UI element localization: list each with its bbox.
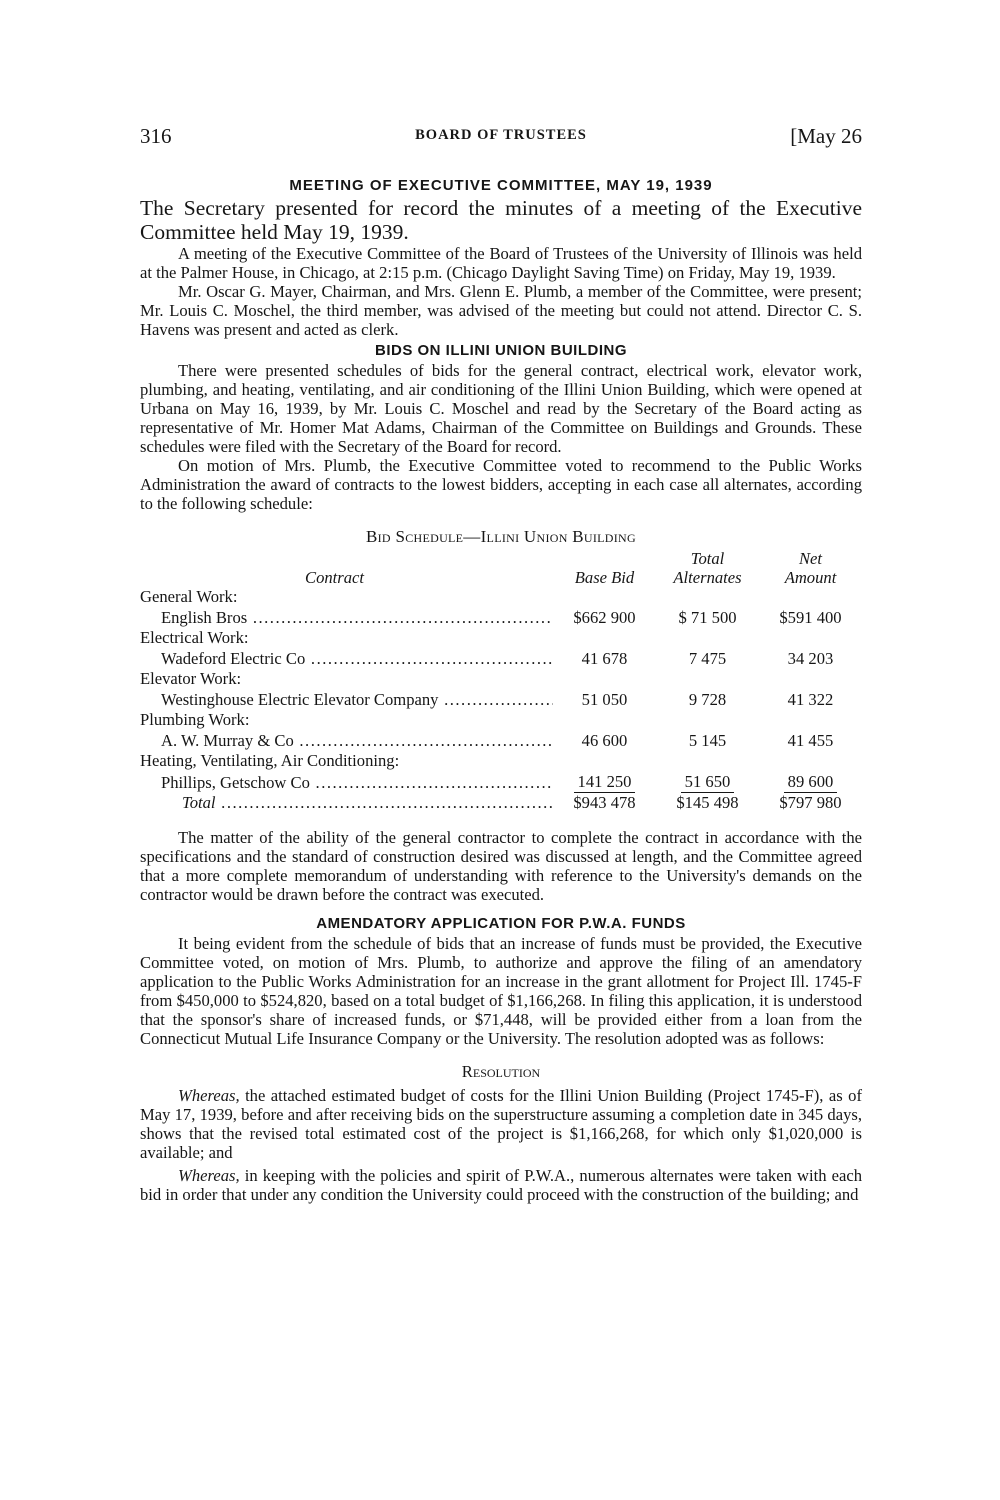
header-net-2: Amount (784, 568, 837, 587)
base-bid-cell: 141 250 (574, 772, 636, 794)
table-row (140, 608, 862, 629)
running-title: BOARD OF TRUSTEES (415, 127, 587, 143)
net-cell: 34 203 (787, 648, 834, 668)
category-row (140, 669, 862, 690)
category-label: Elevator Work: (140, 669, 242, 688)
base-bid-cell: $662 900 (573, 607, 636, 627)
amendatory-heading: AMENDATORY APPLICATION FOR P.W.A. FUNDS (316, 914, 686, 932)
category-label: Electrical Work: (140, 628, 249, 647)
table-row (140, 690, 862, 711)
document-page (140, 124, 862, 1204)
base-bid-cell: 41 678 (581, 648, 628, 668)
category-row (140, 751, 862, 772)
page-number: 316 (140, 124, 172, 148)
category-label: Plumbing Work: (140, 710, 250, 729)
net-cell: 41 455 (787, 730, 834, 750)
total-row (140, 793, 862, 814)
category-row (140, 710, 862, 731)
whereas-text: the attached estimated budget of costs for the Illini Union Building (Project 1745-F), as of May 17, 1939, before and after receiving bids on the superstructure assuming a completion date in 345 days, shows that the revised total estimated cost of the project is $1,166,268, for which only $1,020,000 is available; and (140, 1085, 862, 1162)
bids-heading: BIDS ON ILLINI UNION BUILDING (375, 342, 627, 359)
intro-paragraph: The Secretary presented for record the minutes of a meeting of the Executive Committee held May 19, 1939. (140, 196, 862, 244)
whereas-lead: Whereas, (178, 1085, 240, 1105)
header-contract: Contract (305, 568, 365, 587)
table-header-row-1 (140, 549, 862, 568)
whereas-paragraph-1 (140, 1086, 862, 1162)
schedule-title: Bid Schedule—Illini Union Building (366, 527, 636, 546)
alternates-cell: 51 650 (681, 772, 735, 794)
resolution-heading: Resolution (461, 1061, 541, 1081)
header-alternates-2: Alternates (673, 568, 742, 587)
table-header-row-2 (140, 568, 862, 587)
bid-schedule-table (140, 549, 862, 814)
contractor-ability-paragraph: The matter of the ability of the general contractor to complete the contract in accordance with the specifications and the standard of construction desired was discussed at length, and the Committee agreed that a more complete memorandum of understanding with reference to the University's demands on the contractor would be drawn before the contract was executed. (140, 827, 862, 904)
category-row (140, 628, 862, 649)
contractor-name: Wadeford Electric Co (161, 648, 306, 668)
header-base-bid: Base Bid (574, 568, 635, 587)
header-net-1: Net (798, 549, 823, 568)
bids-paragraph: There were presented schedules of bids for the general contract, electrical work, elevator work, plumbing, and heating, ventilating, and air conditioning of the Illini Union Building, which were opened at Urbana on May 16, 1939, by Mr. Louis C. Moschel and read by the Secretary of the Board acting as representative of Mr. Homer Mat Adams, Chairman of the Committee on Buildings and Grounds. These schedules were filed with the Secretary of the Board for record. (140, 361, 862, 456)
alternates-cell: 9 728 (688, 689, 727, 709)
whereas-lead: Whereas, (178, 1165, 240, 1185)
base-bid-cell: 51 050 (581, 689, 628, 709)
total-label: Total (182, 793, 216, 812)
category-row (140, 587, 862, 608)
whereas-paragraph-2 (140, 1166, 862, 1204)
running-head (140, 124, 862, 154)
motion-paragraph: On motion of Mrs. Plumb, the Executive Committee voted to recommend to the Public Works Administration the award of contracts to the lowest bidders, accepting in each case all alternates, according to the following schedule: (140, 456, 862, 513)
amendatory-paragraph: It being evident from the schedule of bids that an increase of funds must be provided, the Executive Committee voted, on motion of Mrs. Plumb, to authorize and approve the filing of an amendatory application to the Public Works Administration for an increase in the grant allotment for Project Ill. 1745-F from $450,000 to $524,820, based on a total budget of $1,166,268. In filing this application, it is understood that the sponsor's share of increased funds, or $71,448, will be provided either from a loan from the Connecticut Mutual Life Insurance Company or the University. The resolution adopted was as follows: (140, 933, 862, 1048)
contractor-name: A. W. Murray & Co (161, 730, 294, 750)
attendance-paragraph: Mr. Oscar G. Mayer, Chairman, and Mrs. Glenn E. Plumb, a member of the Committee, were present; Mr. Louis C. Moschel, the third member, was advised of the meeting but could not attend. Director C. S. Havens was present and acted as clerk. (140, 282, 862, 339)
category-label: General Work: (140, 587, 238, 606)
alternates-cell: 5 145 (688, 730, 727, 750)
total-base-bid: $943 478 (573, 793, 636, 812)
running-date: [May 26 (790, 124, 862, 148)
header-alternates-1: Total (690, 549, 725, 568)
net-cell: $591 400 (779, 607, 842, 627)
total-alternates: $145 498 (676, 793, 739, 812)
whereas-text: in keeping with the policies and spirit of P.W.A., numerous alternates were taken with each bid in order that under any condition the University could proceed with the construction of the building; and (140, 1165, 862, 1204)
meeting-paragraph: A meeting of the Executive Committee of the Board of Trustees of the University of Illinois was held at the Palmer House, in Chicago, at 2:15 p.m. (Chicago Daylight Saving Time) on Friday, May 19, 1939. (140, 244, 862, 282)
contractor-name: Westinghouse Electric Elevator Company (161, 689, 439, 709)
table-row (140, 731, 862, 752)
table-row (140, 772, 862, 794)
category-label: Heating, Ventilating, Air Conditioning: (140, 751, 400, 770)
contractor-name: English Bros (161, 607, 248, 627)
net-cell: 41 322 (787, 689, 834, 709)
meeting-heading: MEETING OF EXECUTIVE COMMITTEE, MAY 19, 1939 (289, 177, 713, 194)
base-bid-cell: 46 600 (581, 730, 628, 750)
table-row (140, 649, 862, 670)
alternates-cell: 7 475 (688, 648, 727, 668)
contractor-name: Phillips, Getschow Co (161, 772, 310, 792)
net-cell: 89 600 (784, 772, 838, 794)
alternates-cell: $ 71 500 (678, 607, 737, 627)
total-net: $797 980 (779, 793, 842, 812)
